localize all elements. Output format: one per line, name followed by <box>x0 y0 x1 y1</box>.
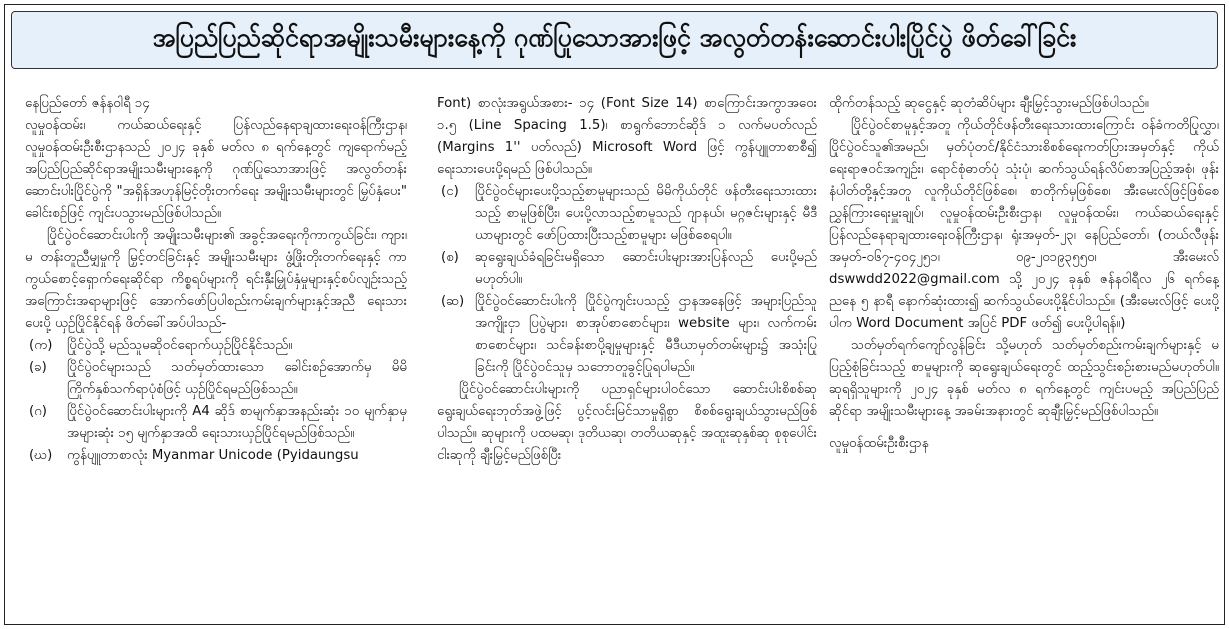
rule-item <box>437 247 817 291</box>
rule-label: (ဃ) <box>29 448 53 463</box>
deadline-paragraph: သတ်မှတ်ရက်ကျော်လွန်ခြင်း သို့မဟုတ် သတ်မှတ်စည်းကမ်းချက်များနှင့် မပြည့်စုံခြင်းသည့် စာမူများကို ဆုရွေးချယ်ရေးတွင် ထည့်သွင်းစဉ်းစားမည်မဟုတ်ပါ။ ဆုရရှိသူများကို ၂၀၂၄ ခုနှစ် မတ်လ ၈ ရက်နေ့တွင် ကျင်းပမည့် အပြည်ပြည်ဆိုင်ရာ အမျိုးသမီးများနေ့ အခမ်းအနားတွင် ဆုချီးမြှင့်မည်ဖြစ်ပါသည်။ <box>829 338 1219 419</box>
rule-item <box>437 181 817 247</box>
rule-text: ဆုရွေးချယ်ခံရခြင်းမရှိသော ဆောင်းပါးများအားပြန်လည် ပေးပို့မည်မဟုတ်ပါ။ <box>475 250 817 287</box>
page-title: အပြည်ပြည်ဆိုင်ရာအမျိုးသမီးများနေ့ကို ဂုဏ်ပြုသောအားဖြင့် အလွတ်တန်းဆောင်းပါးပြိုင်ပွဲ ဖိတ်ခေါ်ခြင်း <box>152 22 1077 52</box>
rule-text: ကွန်ပျူတာစာလုံး Myanmar Unicode (Pyidaungsu <box>67 448 359 463</box>
submission-paragraph: ပြိုင်ပွဲဝင်စာမူနှင့်အတူ ကိုယ်တိုင်ဖန်တီးရေးသားထားကြောင်း ဝန်ခံကတိပြုလွှာ၊ ပြိုင်ပွဲဝင်သူ၏အမည်၊ မှတ်ပုံတင်/နိုင်ငံသားစိစစ်ရေးကတ်ပြားအမှတ်နှင့် ကိုယ်ရေးရာဇဝင်အကျဉ်း၊ ရောင်စုံဓာတ်ပုံ သုံးပုံ၊ ဆက်သွယ်ရန်လိပ်စာအပြည့်အစုံ၊ ဖုန်းနံပါတ်တို့နှင့်အတူ လူကိုယ်တိုင်ဖြစ်စေ၊ စာတိုက်မှဖြစ်စေ၊ အီးမေးလ်ဖြင့်ဖြစ်စေ ညွှန်ကြားရေးမှူးချုပ်၊ လူမှုဝန်ထမ်းဦးစီးဌာန၊ လူမှုဝန်ထမ်း၊ ကယ်ဆယ်ရေးနှင့် ပြန်လည်နေရာချထားရေးဝန်ကြီးဌာန၊ ရုံးအမှတ်-၂၃၊ နေပြည်တော်၊ (တယ်လီဖုန်းအမှတ်-၀၆၇-၄၀၄၂၅၁၊ ၀၉-၂၀၁၉၃၅၅၀၊ အီးမေးလ် dswwdd2022@gmail.com သို့ ၂၀၂၄ ခုနှစ် ဇန်နဝါရီလ ၂၆ ရက်နေ့ ညနေ ၅ နာရီ နောက်ဆုံးထား၍ ဆက်သွယ်ပေးပို့နိုင်ပါသည်။ (အီးမေးလ်ဖြင့် ပေးပို့ပါက Word Document အပြင် PDF ဖတ်၍ ပေးပို့ပါရန်။) <box>829 118 1219 331</box>
rule-continuation: Font) စာလုံးအရွယ်အစား- ၁၄ (Font Size 14) စာကြောင်းအကွာအဝေး ၁.၅ (Line Spacing 1.5)၊ စာရွက်ဘောင်ဆိုဒ် ၁ လက်မပတ်လည် (Margins 1'' ပတ်လည်) Microsoft Word ဖြင့် ကွန်ပျူတာစာစီ၍ ရေးသားပေးပို့ရမည် ဖြစ်ပါသည်။ <box>437 96 817 177</box>
rule-label: (င) <box>441 184 459 199</box>
rule-label: (ဂ) <box>29 404 47 419</box>
issuer-signoff: လူမှုဝန်ထမ်းဦးစီးဌာန <box>829 436 929 451</box>
intro-paragraph: လူမှုဝန်ထမ်း၊ ကယ်ဆယ်ရေးနှင့် ပြန်လည်နေရာချထားရေးဝန်ကြီးဌာန၊ လူမှုဝန်ထမ်းဦးစီးဌာနသည် ၂၀၂၄ ခုနှစ် မတ်လ ၈ ရက်နေ့တွင် ကျရောက်မည့် အပြည်ပြည်ဆိုင်ရာအမျိုးသမီးများနေ့ကို ဂုဏ်ပြုသောအားဖြင့် အလွတ်တန်းဆောင်းပါးပြိုင်ပွဲကို "အရှိန်အဟုန်မြင့်တိုးတက်ရေး အမျိုးသမီးများတွင် မြှပ်နှံပေး" ခေါင်းစဉ်ဖြင့် ကျင်းပသွားမည်ဖြစ်ပါသည်။ <box>25 118 407 221</box>
column-1 <box>25 93 407 613</box>
dateline: နေပြည်တော် ဇန်နဝါရီ ၁၄ <box>25 96 150 111</box>
invitation-paragraph: ပြိုင်ပွဲဝင်ဆောင်းပါးကို အမျိုးသမီးများ၏ အခွင့်အရေးကိုကာကွယ်ခြင်း၊ ကျား၊ မ တန်းတူညီမျှမှုကို မြှင့်တင်ခြင်းနှင့် အမျိုးသမီးများ ဖွံ့ဖြိုးတိုးတက်ရေးနှင့် ကာကွယ်စောင့်ရှောက်ရေးဆိုင်ရာ ကိစ္စရပ်များကို ရင်းနှီးမြှုပ်နှံမှုများနှင့်စပ်လျဉ်းသည့် အကြောင်းအရာများဖြင့် အောက်ဖော်ပြပါစည်းကမ်းချက်များနှင့်အညီ ရေးသားပေးပို့ ယှဉ်ပြိုင်နိုင်ရန် ဖိတ်ခေါ်အပ်ပါသည်- <box>25 228 407 331</box>
rule-item <box>25 357 407 401</box>
column-2 <box>437 93 817 613</box>
prize-continuation: ထိုက်တန်သည့် ဆုငွေနှင့် ဆုတံဆိပ်များ ချီးမြှင့်သွားမည်ဖြစ်ပါသည်။ <box>829 96 1149 111</box>
rule-label: (စ) <box>441 250 459 265</box>
column-3 <box>829 93 1219 613</box>
rule-item <box>25 445 407 467</box>
rule-text: ပြိုင်ပွဲဝင်ဆောင်းပါးကို ပြိုင်ပွဲကျင်းပသည့် ဌာနအနေဖြင့် အများပြည်သူအကျိုးငှာ ပြပွဲများ၊ စာအုပ်စာစောင်များ၊ website များ၊ လက်ကမ်းစာစောင်များ၊ သင်ခန်းစာပို့ချမှုများနှင့် မီဒီယာမှတ်တမ်းများ၌ အသုံးပြုခြင်းကို ပြိုင်ပွဲဝင်သူမှ သဘောတူခွင့်ပြုရပါမည်။ <box>475 294 817 375</box>
rule-text: ပြိုင်ပွဲဝင်များသည် သတ်မှတ်ထားသော ခေါင်းစဉ်အောက်မှ မိမိကြိုက်နှစ်သက်ရာပုံစံဖြင့် ယှဉ်ပြိုင်ရမည်ဖြစ်သည်။ <box>67 360 407 397</box>
announcement-frame <box>4 4 1225 625</box>
judging-paragraph: ပြိုင်ပွဲဝင်ဆောင်းပါးများကို ပညာရှင်များပါဝင်သော ဆောင်းပါးစိစစ်ဆုရွေးချယ်ရေးဘုတ်အဖွဲ့ဖြင့် ပွင့်လင်းမြင်သာမှုရှိစွာ စိစစ်ရွေးချယ်သွားမည်ဖြစ်ပါသည်။ ဆုများကို ပထမဆု၊ ဒုတိယဆု၊ တတိယဆုနှင့် အထူးဆုနှစ်ဆု စုစုပေါင်းငါးဆုကို ချီးမြှင့်မည်ဖြစ်ပြီး <box>437 382 817 463</box>
rule-label: (ခ) <box>29 360 47 375</box>
rule-item <box>25 335 407 357</box>
rule-label: (ဆ) <box>441 294 465 309</box>
rule-text: ပြိုင်ပွဲဝင်များပေးပို့သည့်စာမူများသည် မိမိကိုယ်တိုင် ဖန်တီးရေးသားထားသည့် စာမူဖြစ်ပြီး၊ ပေးပို့လာသည့်စာမူသည် ဂျာနယ်၊ မဂ္ဂဇင်းများနှင့် မီဒီယာများတွင် ဖော်ပြထားပြီးသည့်စာမူများ မဖြစ်စေရပါ။ <box>475 184 817 243</box>
title-banner <box>11 11 1218 69</box>
rule-item <box>437 291 817 379</box>
rule-label: (က) <box>29 338 53 353</box>
rule-item <box>25 401 407 445</box>
rule-text: ပြိုင်ပွဲဝင်ဆောင်းပါးများကို A4 ဆိုဒ် စာမျက်နှာအနည်းဆုံး ၁၀ မျက်နှာမှ အများဆုံး ၁၅ မျက်နှာအထိ ရေးသားယှဉ်ပြိုင်ရမည်ဖြစ်သည်။ <box>67 404 407 441</box>
rule-text: ပြိုင်ပွဲသို့ မည်သူမဆိုဝင်ရောက်ယှဉ်ပြိုင်နိုင်သည်။ <box>67 338 293 353</box>
